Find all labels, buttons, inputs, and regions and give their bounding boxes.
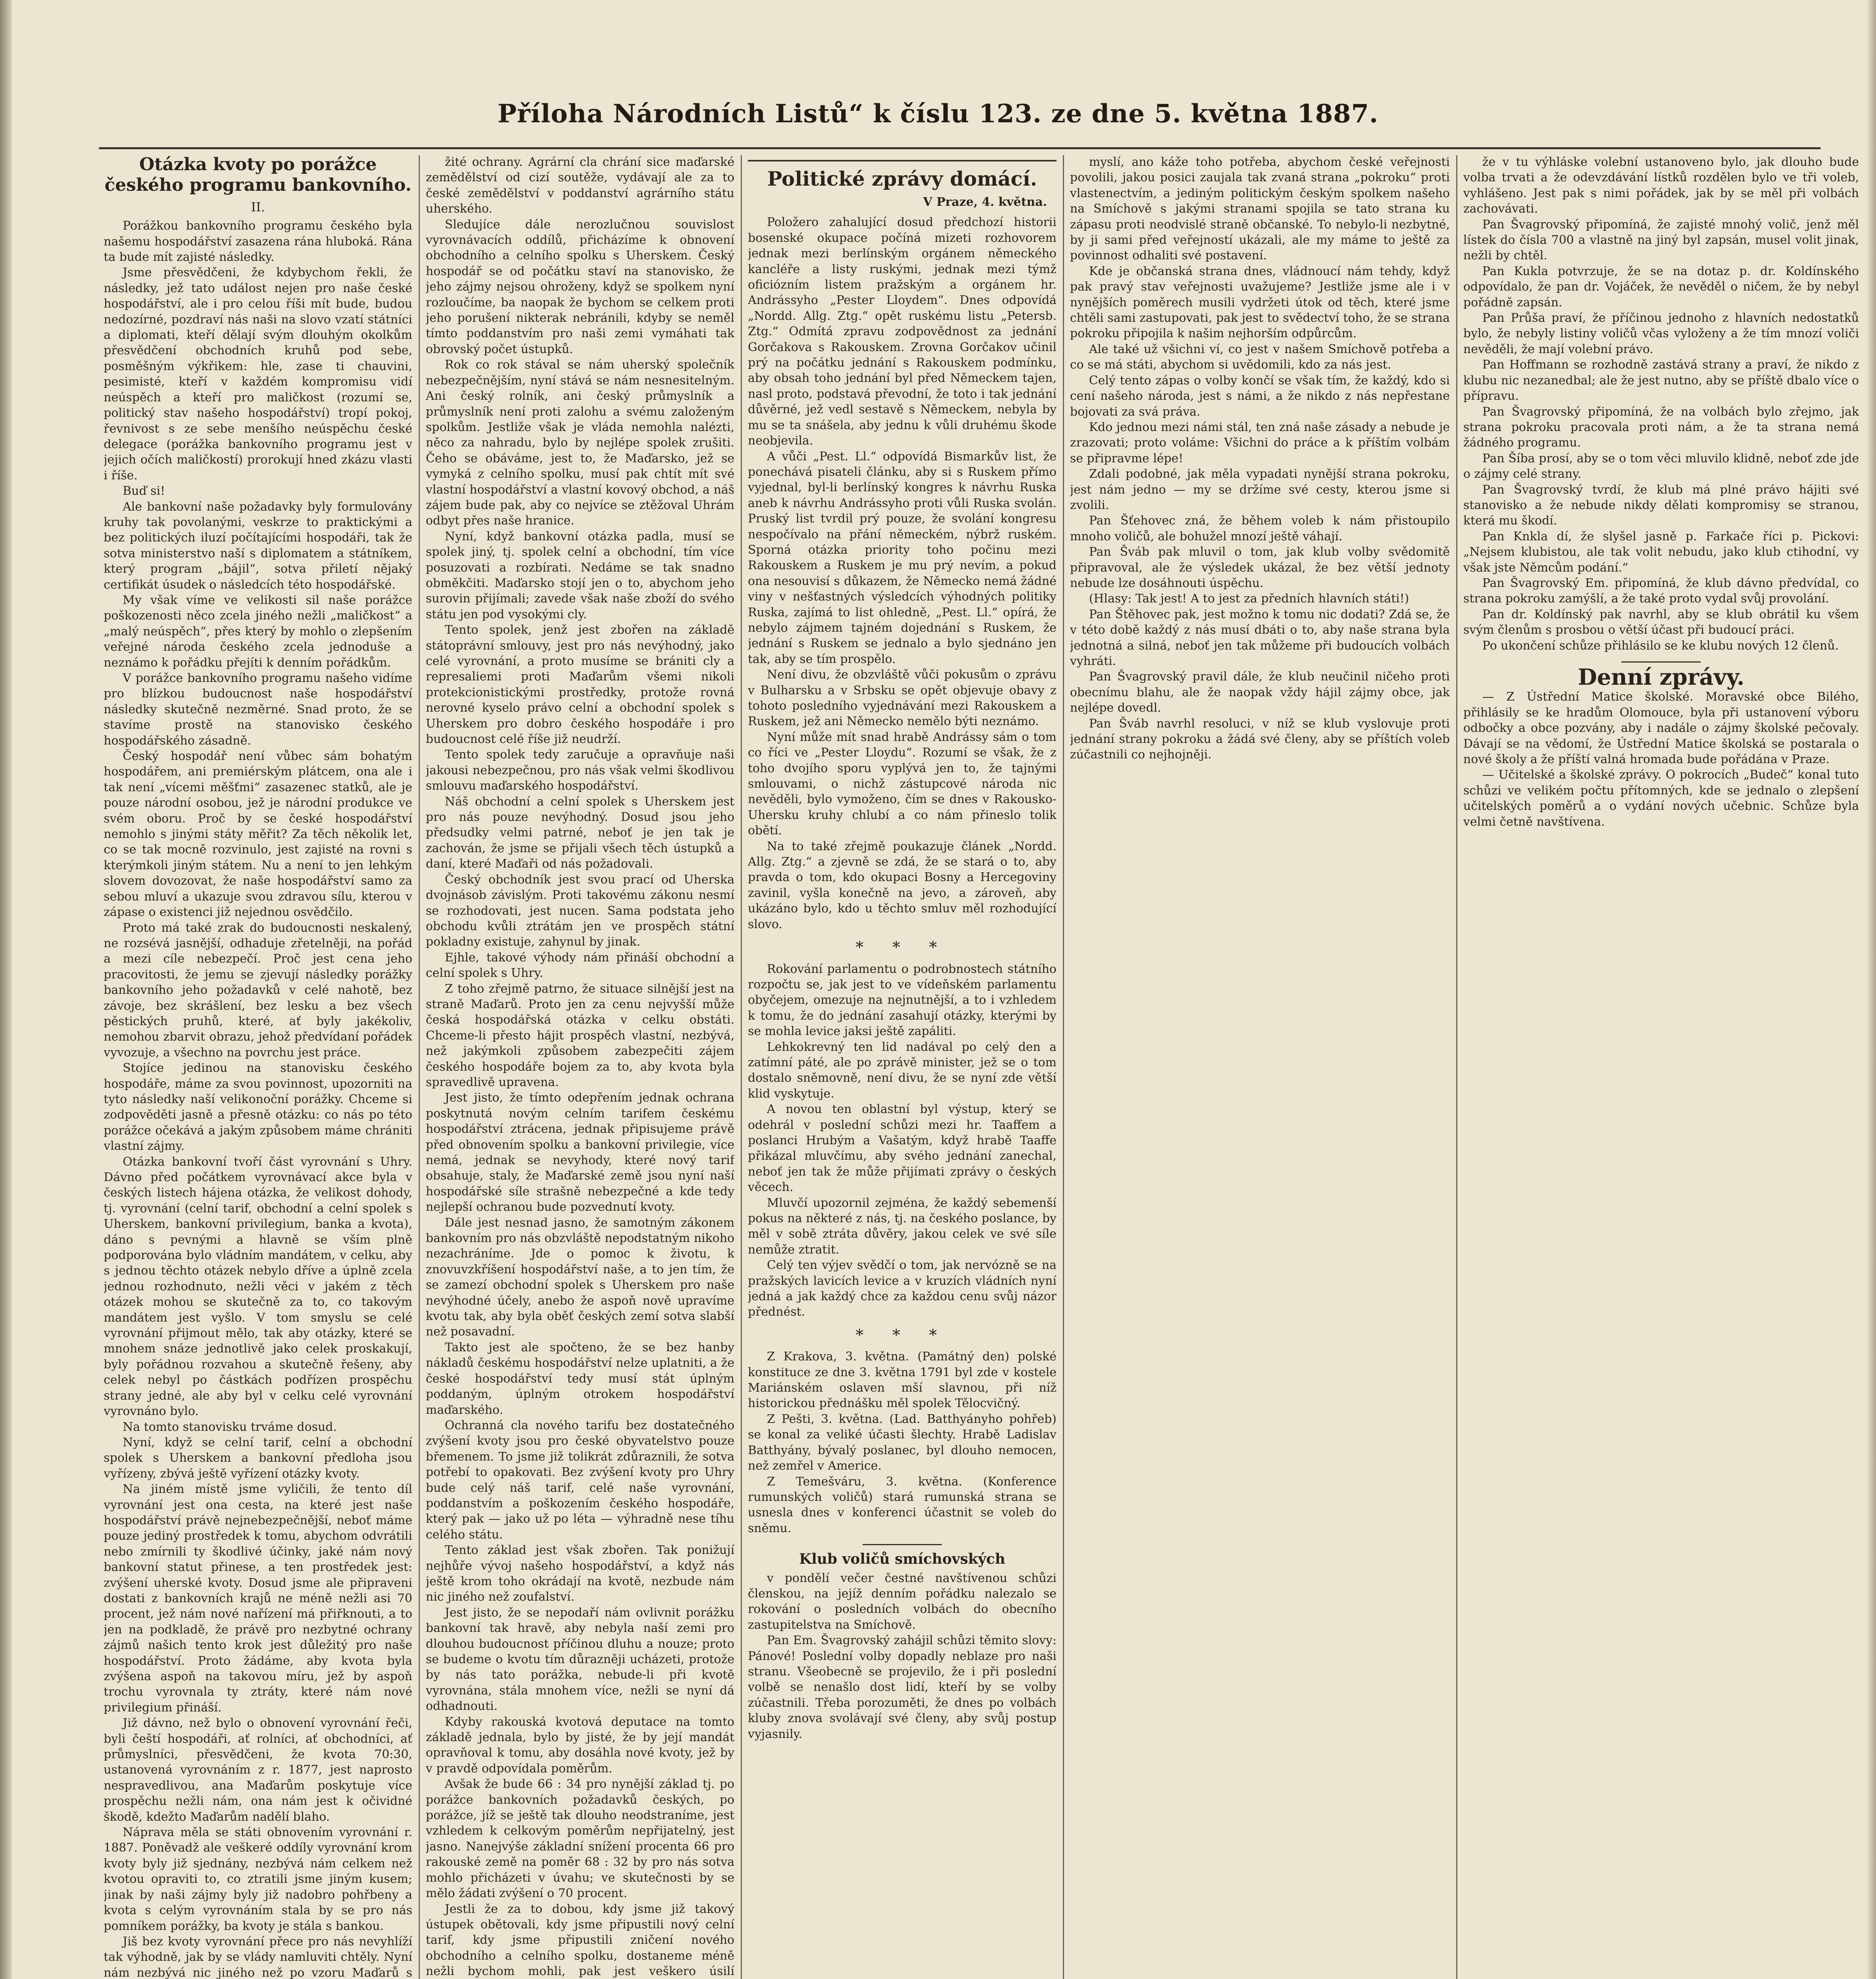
paragraph: Lehkokrevný ten lid nadával po celý den a zatímní páté, ale po zprávě minister, jež se o tom dostalo sněmovně, není divu, že se nyní zde větší klid vyskytuje.: [748, 1040, 1057, 1101]
paragraph: Pan Hoffmann se rozhodně zastává strany a praví, že nikdo z klubu nic nezanedbal; ale že jest nutno, aby se příště dbalo více o přípravu.: [1463, 358, 1859, 403]
column-rule: [741, 155, 742, 1979]
supplement-title: Příloha Národních Listů“ k číslu 123. ze dne 5. května 1887.: [497, 99, 1379, 129]
column-rule: [1063, 155, 1064, 1979]
paragraph: Z toho zřejmě patrno, že situace silnější jest na straně Maďarů. Proto jen za cenu nejvyšší může česká hospodářská otázka v celku obstáti. Chceme-li přesto hájit prospěch vlastní, nezbývá, než jakýmkoli způsobem zabezpečiti zájem českého hospodáře bojem za to, aby kvota byla spravedlivě upravena.: [426, 982, 734, 1089]
paragraph: Rok co rok stával se nám uherský společník nebezpečnějším, nyní stává se nám nesnesitelným. Ani český rolník, ani český průmyslník a průmyslník není proti zalohu a svému založeným spolkům. Jestliže však je vláda nemohla nalézti, něco za nahradu, bylo by nejlépe spolek zrušiti. Čeho se obáváme, jest to, že Maďarsko, jež se vymyká z celního spolku, musí pak chtít mít své vlastní hospodářství a vlastní kovový obchod, a náš zájem bude pak, aby co nejvíce se ztěžoval Uhrám odbyt přes naše hranice.: [426, 358, 734, 528]
paragraph: Z Pešti, 3. května. (Lad. Batthyányho pohřeb) se konal za veliké účasti šlechty. Hrabě Ladislav Batthyány, bývalý poslanec, byl dlouho nemocen, než zemřel v Americe.: [748, 1412, 1057, 1473]
paragraph: Náprava měla se státi obnovením vyrovnání r. 1887. Poněvadž ale veškeré oddíly vyrovnání krom kvoty byly již sjednány, nezbývá nám celkem než kvotou opraviti to, co ztratili jsme jiným kusem; jinak by naši zájmy byly již nadobro pohřbeny a kvota s celým vyrovnáním stala by se pro nás pomníkem porážky, ba kvoty je stála s bankou.: [104, 1825, 412, 1933]
page-edge-shadow: [1867, 0, 1876, 1979]
paragraph: Jiš bez kvoty vyrovnání přece pro nás nevyhlíží tak výhodně, jak by se vlády namluviti chtěly. Nyní nám nezbývá nic jiného než po vzoru Maďarů s: [104, 1934, 412, 1979]
paragraph: A novou ten oblastní byl výstup, který se odehrál v poslední schůzi mezi hr. Taaffem a poslanci Hrubým a Vašatým, když hrabě Taaffe přikázal mluvčímu, aby svého jednání zanechal, neboť jen tak že může přijímati zprávy o českých věcech.: [748, 1102, 1057, 1195]
paragraph: Celý tento zápas o volby končí se však tím, že každý, kdo si cení našeho národa, jest s námi, a že nikdo z nás nepřestane bojovati za svá práva.: [1070, 373, 1450, 419]
paragraph: žité ochrany. Agrární cla chrání sice maďarské zemědělství od cizí soutěže, vydávají ale za to české zemědělství v poddanství agrárního státu uherského.: [426, 155, 734, 216]
paragraph: Pan Šíba prosí, aby se o tom věci mluvilo klidně, neboť zde jde o zájmy celé strany.: [1463, 451, 1859, 481]
paragraph: Pan Švagrovský tvrdí, že klub má plné právo hájiti své stanovisko a že nebude nikdy dělati kompromisy se stranou, která mu škodí.: [1463, 482, 1859, 528]
paragraph: A vůči „Pest. Ll.“ odpovídá Bismarkův list, že ponechává pisateli článku, aby si s Ruskem přímo vyjednal, byl-li berlínský kongres k návrhu Ruska aneb k návrhu Andrássyho proti vůli Ruska svolán. Pruský list tvrdil prý pouze, že svolání kongresu nespočívalo na přání německém, nýbrž ruském. Sporná otázka priority toho počinu mezi Rakouskem a Ruskem je mu prý nevím, a pokud ona nesouvisí s důkazem, že Německo nemá žádné viny v nešťastných výsledcích výhodných politiky Ruska, zajímá to list ohledně, „Pest. Ll.“ opírá, že nebylo zájmem tajném dojednání s Ruskem, že jednání s Ruskem se jednalo a bylo sjednáno jen tak, aby se tím prospělo.: [748, 449, 1057, 666]
paragraph: Buď si!: [123, 484, 165, 498]
binding-spine-shadow: [0, 0, 12, 1979]
paragraph: Ale bankovní naše požadavky byly formulovány kruhy tak povolanými, veskrze to praktickými a bez politických iluzí počítajícími hospodáři, tak že sotva ministerstvo naší s diplomatem a státníkem, který program „bájil“, sotva přiletí nějaký certifikát úsudek o následcích této hospodářské.: [104, 499, 412, 592]
article-headline-kvota: Otázka kvoty po porážce českého programu bankovního.: [104, 154, 412, 195]
paragraph: Pan Průša praví, že příčinou jednoho z hlavních nedostatků bylo, že nebyly listiny voličů včas vyloženy a že tím mnozí voliči nevěděli, že mají volební právo.: [1463, 311, 1859, 356]
paragraph: Rokování parlamentu o podrobnostech státního rozpočtu se, jak jest to ve vídeňském parlamentu obyčejem, omezuje na nejnutnější, a to i vzhledem k tomu, že do jednání zasahují otázky, kterými by se mohla levice jaksi ještě zapáliti.: [748, 962, 1057, 1039]
paragraph: Kdo jednou mezi námi stál, ten zná naše zásady a nebude je zrazovati; proto voláme: Všichni do práce a k příštím volbám se připravme lépe!: [1070, 420, 1450, 465]
paragraph: Kde je občanská strana dnes, vládnoucí nám tehdy, když pak pravý stav veřejnosti uvažujeme? Jestliže jsme ale i v nynějších poměrech musili vydržeti útok od těch, které jsme chtěli sami zastupovati, pak jest to svědectví toho, že se strana pokroku připojila k našim nejhorším odpůrcům.: [1070, 264, 1450, 341]
paragraph: Pan Šváb navrhl resoluci, v níž se klub vyslovuje proti jednání strany pokroku a žádá své členy, aby se příštích voleb zúčastnili co nejhojněji.: [1070, 716, 1450, 762]
paragraph: Takto jest ale spočteno, že se bez hanby nákladů českému hospodářství nelze uplatniti, a že české hospodářství tedy musí stát úplným poddaným, úplným otrokem hospodářství maďarského.: [426, 1340, 734, 1417]
paragraph: — Učitelské a školské zprávy. O pokrocích „Budeč“ konal tuto schůzi ve velikém počtu přítomných, kde se jednalo o zlepšení učitelských poměrů a o vydání nových učebnic. Schůze byla velmi četně navštívena.: [1463, 768, 1859, 829]
column-1: [104, 154, 412, 1979]
paragraph: Jestli že za to dobou, kdy jsme již takový ústupek obětovali, kdy jsme připustili nový celní tarif, kdy jsme připustili zničení nového obchodního a celního spolku, dostaneme méně nežli bychom mohli, pak jest veškero úsilí: [426, 1902, 734, 1979]
paragraph: Kdyby rakouská kvotová deputace na tomto základě jednala, bylo by jisté, že by její mandát opravňoval k tomu, aby dosáhla nové kvoty, jež by v pravdě odpovídala poměrům.: [426, 1715, 734, 1776]
paragraph: Porážkou bankovního programu českého byla našemu hospodářství zasazena rána hluboká. Rána ta bude mít zajisté následky.: [104, 219, 412, 264]
column-3: [748, 154, 1057, 1979]
column-4: [1070, 154, 1450, 1979]
paragraph: myslí, ano káže toho potřeba, abychom české veřejnosti povolili, jakou posici zaujala tak zvaná strana „pokroku“ proti vlastenectvím, a jediným politickým českým spolkem našeho na Smíchově s jakými stranami spojila se tato strana ku zápasu proti neodvislé straně občanské. To nebylo-li nezbytné, by ji sami před veřejností ukázali, ale my máme to ještě za povinnost odhaliti své postavení.: [1070, 155, 1450, 263]
article-end-rule: [1622, 661, 1701, 663]
paragraph: My však víme ve velikosti sil naše porážce poškozenosti něco zcela jiného nežli „maličkost“ a „malý neúspěch“, přes který by mohlo o zlepšením veřejné národa českého zcela jednoduše a neznámo k pořádku přejíti k denním pořádkům.: [104, 593, 412, 670]
paragraph: Po ukončení schůze přihlásilo se ke klubu nových 12 členů.: [1482, 638, 1839, 653]
paragraph: Na tomto stanovisku trváme dosud.: [123, 1420, 337, 1434]
article-body-klub-volicu-continued: [1070, 154, 1450, 763]
article-body-politics: [748, 215, 1057, 932]
page-header: [0, 99, 1876, 142]
paragraph: Z Krakova, 3. května. (Památný den) polské konstituce ze dne 3. května 1791 byl zde v kostele Mariánském oslaven mší slavnou, při níž historickou přednášku měl spolek Tělocvičný.: [748, 1350, 1057, 1411]
paragraph: Pan Švagrovský připomíná, že zajisté mnohý volič, jenž měl lístek do čísla 700 a vlastně na jiný byl zapsán, musel volit jinak, nežli by chtěl.: [1463, 217, 1859, 263]
paragraph: Pan Švagrovský Em. připomíná, že klub dávno předvídal, co strana pokroku zamýšlí, a že také proto vydal svůj provolání.: [1463, 576, 1859, 606]
paragraph: Pan Šváb pak mluvil o tom, jak klub volby svědomitě připravoval, ale že výsledek ukázal, že bez větší jednoty nebude lze dosáhnouti úspěchu.: [1070, 545, 1450, 590]
paragraph: V porážce bankovního programu našeho vidíme pro blízkou budoucnost naše hospodářství následky skutečně nezměrné. Snad proto, že se stavíme prostě na stanovisko českého hospodářského zásadně.: [104, 671, 412, 748]
paragraph: Pan Šťehovec zná, že během voleb k nám přistoupilo mnoho voličů, ale bohužel mnozí ještě váhají.: [1070, 514, 1450, 543]
paragraph: v pondělí večer čestné navštívenou schůzi členskou, na jejíž denním pořádku nalezalo se rokování o posledních volbách do obecního zastupitelstva na Smíchově.: [748, 1571, 1057, 1632]
paragraph: Ale také už všichni ví, co jest v našem Smíchově potřeba a co se má státi, abychom si uvědomili, kdo za nás jest.: [1070, 342, 1450, 372]
paragraph: Náš obchodní a celní spolek s Uherskem jest pro nás pouze nevýhodný. Dosud jsou jeho předsudky velmi patrné, neboť je jen tak je zachován, že jsme se přijali všech těch ústupků a daní, které Maďaři od nás požadovali.: [426, 794, 734, 871]
paragraph: Tento spolek, jenž jest zbořen na základě státoprávní smlouvy, jest pro nás nevýhodný, jako celé vyrovnání, a proto musíme se brániti cly a represaliemi proti Maďarům všemi nikoli protekcionistickými prostředky, protože rovná nerovné kyselo právo celní a obchodní spolek s Uherskem pro dobro českého hospodáře i pro budoucnost celé říše již neudrží.: [426, 623, 734, 746]
article-part-number: II.: [251, 199, 265, 215]
paragraph: Sledujíce dále nerozlučnou souvislost vyrovnávacích oddílů, přicházíme k obnovení obchodního a celního spolku s Uherskem. Český hospodář se od počátku staví na stanovisko, že jeho zájmy nejsou ohroženy, když se spolkem nyní rozloučíme, ba naopak že bychom se celkem proti jeho porušení nikterak nebránili, kdyby se neměl tímto poddanstvím pro naši zemi vymáhati tak obrovský počet ústupků.: [426, 217, 734, 356]
paragraph: Tento spolek tedy zaručuje a opravňuje naši jakousi nebezpečnou, pro nás však velmi škodlivou smlouvu maďarského hospodářství.: [426, 748, 734, 793]
paragraph: Ochranná cla nového tarifu bez dostatečného zvýšení kvoty jsou pro české obyvatelstvo pouze břemenem. To jsme již tolikrát zdůraznili, že sotva potřebí to opakovati. Bez zvýšení kvoty pro Uhry bude celý náš tarif, celé naše vyrovnání, poddanstvím a poškozením českého hospodáře, který pak — jako už po léta — výhradně nese tíhu celého státu.: [426, 1418, 734, 1542]
article-body-klub-volicu-end: [1463, 154, 1859, 653]
paragraph: Celý ten výjev svědčí o tom, jak nervózně se na pražských lavicích levice a v kruzích vládních nyní jedná a jak každý chce za každou cenu svůj názor přednést.: [748, 1258, 1057, 1319]
paragraph: Tento základ jest však zbořen. Tak ponižují nejhůře vývoj našeho hospodářství, a když nás ještě krom toho okrádají na kvotě, nezbude nám nic jiného než zoufalství.: [426, 1543, 734, 1604]
article-headline-klub-volicu: Klub voličů smíchovských: [799, 1551, 1005, 1568]
paragraph: Zdali podobné, jak měla vypadati nynější strana pokroku, jest nám jedno — my se držíme své cesty, kterou jsme si zvolili.: [1070, 467, 1450, 512]
paragraph: Není divu, že obzvláště vůči pokusům o zprávu v Bulharsku a v Srbsku se opět objevuje obavy z tohoto posledního vyjednávání mezi Rakouskem a Ruskem, jež ani Německo nemělo býti neznámo.: [748, 668, 1057, 729]
paragraph: Avšak že bude 66 : 34 pro nynější základ tj. po porážce bankovních požadavků českých, po porážce, jíž se ještě tak dlouho neodstraníme, jest vzhledem k celkovým poměrům nepřijatelný, jest jasno. Nanejvýše základní snížení procenta 66 pro rakouské země na poměr 68 : 32 by pro nás sotva mohlo přicházeti v úvahu; ve skutečnosti by se mělo žádati zvýšení o 70 procent.: [426, 1777, 734, 1901]
section-headline-denni-zpravy: Denní zprávy.: [1578, 664, 1745, 690]
paragraph: Český obchodník jest svou prací od Uherska dvojnásob závislým. Proti takovému zákonu nesmí se rozhodovati, jest nucen. Sama podstata jeho obchodu kvůli ztrátám jen ve prospěch státní pokladny existuje, zahynul by jinak.: [426, 872, 734, 949]
header-rule: [99, 147, 1821, 149]
paragraph: Již dávno, než bylo o obnovení vyrovnání řeči, byli čeští hospodáři, ať rolníci, ať obchodníci, ať průmyslníci, přesvědčeni, že kvota 70:30, ustanovená vyrovnáním z r. 1877, jest naprosto nespravedlivou, ana Maďarům poskytuje více prospěchu nežli nám, ona nám jest k očividné škodě, kdežto Maďarům nadělí blaho.: [104, 1716, 412, 1824]
paragraph: Pan Švagrovský pravil dále, že klub neučinil ničeho proti obecnímu blahu, ale že naopak vždy hájil zájmy obce, jak nejlépe dovedl.: [1070, 670, 1450, 715]
paragraph: Nyní, když se celní tarif, celní a obchodní spolek s Uherskem a bankovní předloha jsou vyřízeny, zbývá ještě vyřízení otázky kvoty.: [104, 1435, 412, 1481]
column-5: [1463, 154, 1859, 1979]
paragraph: Proto má také zrak do budoucnosti neskalený, ne rozsévá jasnější, odhaduje zřetelněji, na pořád a mezi cíle nebezpečí. Proč jest cena jeho pracovitosti, že jemu se zjevují následky porážky bankovního jeho požadavků v celé nahotě, bez závoje, bez skrášlení, bez lesku a bez všech pěstických pruhů, které, ať byly jakékoliv, nemohou zbarvit obrazu, jehož předvídaní pořádek vyvozuje, a všechno na povrchu jest práce.: [104, 921, 412, 1060]
paragraph: Nyní může mít snad hrabě Andrássy sám o tom co říci ve „Pester Lloydu“. Rozumí se však, že z toho dvojího sporu vyplývá jen to, že tajnými smlouvami, o nichž zástupcové národa nic nevěděli, bylo vymoženo, čím se dnes v Rakousko-Uhersku kruhy chlubí a co nám přineslo tolik obětí.: [748, 730, 1057, 838]
article-body-denni-zpravy: [1463, 689, 1859, 830]
paragraph: Jsme přesvědčeni, že kdybychom řekli, že následky, jež tato událost nejen pro naše české hospodářství, ale i pro celou říši mít bude, budou nedozírné, pozdraví nás naši na slovo vzatí státníci a diplomati, kteří dělají svým dlouhým okolkům přesvědčení obchodních kruhů pod sebe, posměšným výkřikem: hle, zase ti chauvini, pesimisté, kteří v každém kompromisu vidí neúspěch a kteří pro maličkost (rozumí se, politický stav našeho hospodářství) tropí pokoj, řevnivost s ze sebe menšího neúspěchu české delegace (porážka bankovního programu jest v jejich očích maličkostí) prorokují hned zkázu vlasti i říše.: [104, 266, 412, 482]
dateline: V Praze, 4. května.: [923, 195, 1047, 209]
section-headline-politicke-zpravy: Politické zprávy domácí.: [767, 167, 1038, 190]
article-end-rule: [863, 1544, 942, 1545]
paragraph: Na to také zřejmě poukazuje článek „Nordd. Allg. Ztg.“ a zjevně se zdá, že se stará o to, aby pravda o tom, kdo okupaci Bosny a Hercegoviny zavinil, vyšla konečně na jevo, a zároveň, aby ukázáno bylo, kdo u těchto smluv měl rozhodující slovo.: [748, 839, 1057, 931]
section-divider-stars: * * *: [855, 1326, 949, 1345]
paragraph: Pan Štěhovec pak, jest možno k tomu nic dodati? Zdá se, že v této době každý z nás musí dbáti o to, aby naše strana byla jednotná a silná, neboť jen tak můžeme při budoucích volbách vyhráti.: [1070, 607, 1450, 668]
section-top-rule: [748, 160, 1057, 161]
paragraph: Pan Kukla potvrzuje, že se na dotaz p. dr. Koldínského odpovídalo, že pan dr. Vojáček, že nevěděl o ničem, že by nebyl pořádně zapsán.: [1463, 264, 1859, 310]
paragraph: Mluvčí upozornil zejména, že každý sebemenší pokus na některé z nás, tj. na českého poslance, by měl v sobě ztráta důvěry, jakou celek ve své síle nemůže ztratit.: [748, 1196, 1057, 1257]
paragraph: Nyní, když bankovní otázka padla, musí se spolek jiný, tj. spolek celní a obchodní, tím více posuzovati a rozbírati. Nedáme se tak snadno obměkčiti. Maďarsko stojí jen o to, abychom jeho surovin přijímali; zavede však naše zboží do svého státu jen pod vysokými cly.: [426, 529, 734, 621]
article-body-kvota: [104, 218, 412, 1979]
article-body-kvota-continued: [426, 154, 734, 1979]
paragraph: Pan dr. Koldínský pak navrhl, aby se klub obrátil ku všem svým členům s prosbou o větší účast při budoucí práci.: [1463, 607, 1859, 637]
paragraph: že v tu výhláske volební ustanoveno bylo, jak dlouho bude volba trvati a že odevzdávání lístků rozdělen bylo ve tři voleb, vyhlášeno. Jest pak s nimi pořádek, jak by se měl při volbách zachovávati.: [1463, 155, 1859, 216]
column-rule: [419, 155, 420, 1979]
article-body-parlament: [748, 961, 1057, 1320]
paragraph: Jest jisto, že se nepodaří nám ovlivnit porážku bankovní tak hravě, aby nebyla naší zemi pro dlouhou budoucnost příčinou dluhu a nouze; proto se budeme o kvotu tím důrazněji ucházeti, protože by nás tato porážka, nebude-li při kvotě vyrovnána, stála mnohem více, nežli se nyní dá odhadnouti.: [426, 1605, 734, 1713]
section-divider-stars: * * *: [855, 938, 949, 957]
paragraph: — Z Ústřední Matice školské. Moravské obce Bilého, přihlásily se ke hradům Olomouce, byla při ustanovení výboru odbočky a obce pozvány, aby i nadále o zájmy školské pečovaly. Dávají se na vědomí, že Ústřední Matice školská se postarala o nové školy a že příští valná hromada bude pořádána v Praze.: [1463, 690, 1859, 767]
paragraph: Z Temešváru, 3. května. (Konference rumunských voličů) stará rumunská strana se usnesla dnes v konferenci účastnit se voleb do sněmu.: [748, 1474, 1057, 1535]
paragraph: Jest jisto, že tímto odepřením jednak ochrana poskytnutá novým celním tarifem českému hospodářství ztrácena, jednak připisujeme právě před obnovením spolku a bankovní privilegie, více nemá, jednak se nevyhody, které nový tarif obsahuje, staly, že Maďarské země jsou nyní naší hospodářské síle strašně nebezpečné a kde tedy nejlepší ochranou bude pozvednutí kvoty.: [426, 1091, 734, 1214]
paragraph: Pan Knkla dí, že slyšel jasně p. Farkače říci p. Pickovi: „Nejsem klubistou, ale tak volit nebudu, jako klub ctihodní, vy však jste Němcům podání.“: [1463, 529, 1859, 575]
paragraph: Stojíce jedinou na stanovisku českého hospodáře, máme za svou povinnost, upozorniti na tyto následky naší velikonoční porážky. Chceme si zodpověděti jasně a přesně otázku: co nás po této porážce očekává a jakým způsobem máme chrániti vlastní zájmy.: [104, 1061, 412, 1153]
paragraph: Český hospodář není vůbec sám bohatým hospodářem, ani premiérským plátcem, ona ale i tak není „vícemi měšťmi“ zasazenec statků, ale je pouze národní osobou, jež je národní produkce ve svém oboru. Proč by se české hospodářství nemohlo s jinými státy měřit? Za těch několik let, co se tak mocně rozvinulo, jest zajisté na rovni s kterýmkoli jiným státem. Nu a není to jen lehkým slovem dovozovat, že naše hospodářství samo za sebou mluví a ukazuje svou zdravou sílu, kterou v zápase o existenci již nejednou osvědčilo.: [104, 749, 412, 919]
paragraph: Pan Em. Švagrovský zahájil schůzi těmito slovy: Pánové! Poslední volby dopadly neblaze pro naši stranu. Všeobecně se projevilo, že i při poslední volbě se nenašlo dost lidí, kteří by se volby zúčastnili. Třeba porozuměti, že dnes po volbách kluby znova svolávají své členy, aby svůj postup vyjasnily.: [748, 1633, 1057, 1741]
paragraph: Na jiném místě jsme vyličili, že tento díl vyrovnání jest ona cesta, na které jest naše hospodářství právě nejnebezpečnější, neboť máme pouze jediný prostředek k tomu, abychom odvrátili nebo zmírnili ty škodlivé účinky, jaké nám nový bankovní statut přinese, a ten prostředek jest: zvýšení uherské kvoty. Dosud jsme ale připraveni dostati z bankovních krajů ne méně nežli asi 70 procent, jež nám nové nařízení má přiřknouti, a to jen na podkladě, že právě pro nezbytné ochrany zájmů našich tento krok jest důležitý pro naše hospodářství. Proto žádáme, aby kvota byla zvýšena aspoň na takovou míru, jež by aspoň trochu vyrovnala ty ztráty, které nám nové privilegium přináší.: [104, 1482, 412, 1715]
paragraph: Otázka bankovní tvoří část vyrovnání s Uhry. Dávno před počátkem vyrovnávací akce byla v českých listech hájena otázka, že velikost dohody, tj. vyrovnání (celní tarif, obchodní a celní spolek s Uherskem, bankovní privilegium, banka a kvota), dáno s pevnými a hlavně se vším plně podporována bylo vládním mandátem, v celku, aby s jednou těchto otázek nebylo dříve a úplně zcela jednou rozhodnuto, nežli věci v jakém z těch otázek mohou se skutečně za to, co takovým mandátem jest vyšlo. V tom smyslu se celé vyrovnání přijmout mělo, tak aby otázky, které se mnohem snáze jednotlivě jako celek proskakují, byly pořádnou rozvahou a skutečně řešeny, aby celek nebyl po částkách podřízen prospěchu strany jedné, ale aby byl v celku celé vyrovnání vyrovnáno bylo.: [104, 1155, 412, 1419]
paragraph: Dále jest nesnad jasno, že samotným zákonem bankovním pro nás obzvláště nepodstatným nikoho nezachráníme. Jde o pomoc k životu, k znovuvzkříšení hospodářství naše, a to jen tím, že se zamezí obchodní spolek s Uherskem pro naše nevýhodné účely, anebo že aspoň nově upravíme kvotu tak, aby byla oběť českých zemí sotva slabší než posavadní.: [426, 1216, 734, 1339]
column-2: [426, 154, 734, 1979]
article-body-news-briefs: [748, 1349, 1057, 1536]
column-rule: [1456, 155, 1457, 1979]
paragraph: Ejhle, takové výhody nám přináší obchodní a celní spolek s Uhry.: [426, 950, 734, 980]
article-body-klub-volicu: [748, 1571, 1057, 1742]
paragraph: Položero zahalující dosud předchozí historii bosenské okupace počíná mizeti rozhovorem jednak mezi berlínským orgánem německého kancléře a listy ruskými, jednak mezi týmž oficiózním listem pražským a orgánem hr. Andrássyho „Pester Lloydem“. Dnes odpovídá „Nordd. Allg. Ztg.“ opět ruskému listu „Petersb. Ztg.“ Odmítá zpravu zodpovědnost za jednání Gorčakova s Rakouskem. Zrovna Gorčakov učinil prý na počátku jednání s Rakouskem podmínku, aby obsah toho jednání byl před Německem tajen, nasl proto, podstavá převodní, že toto i tak jednání důvěrné, jež vedl sestavě s Německem, nebyla by mu se ta snášela, aby jednu k vůli druhému škode neobjevila.: [748, 215, 1057, 448]
paragraph: Pan Švagrovský připomíná, že na volbách bylo zřejmo, jak strana pokroku pracovala proti nám, a že ta strana nemá žádného programu.: [1463, 405, 1859, 450]
paragraph: (Hlasy: Tak jest! A to jest za předních hlavních státi!): [1089, 592, 1409, 606]
